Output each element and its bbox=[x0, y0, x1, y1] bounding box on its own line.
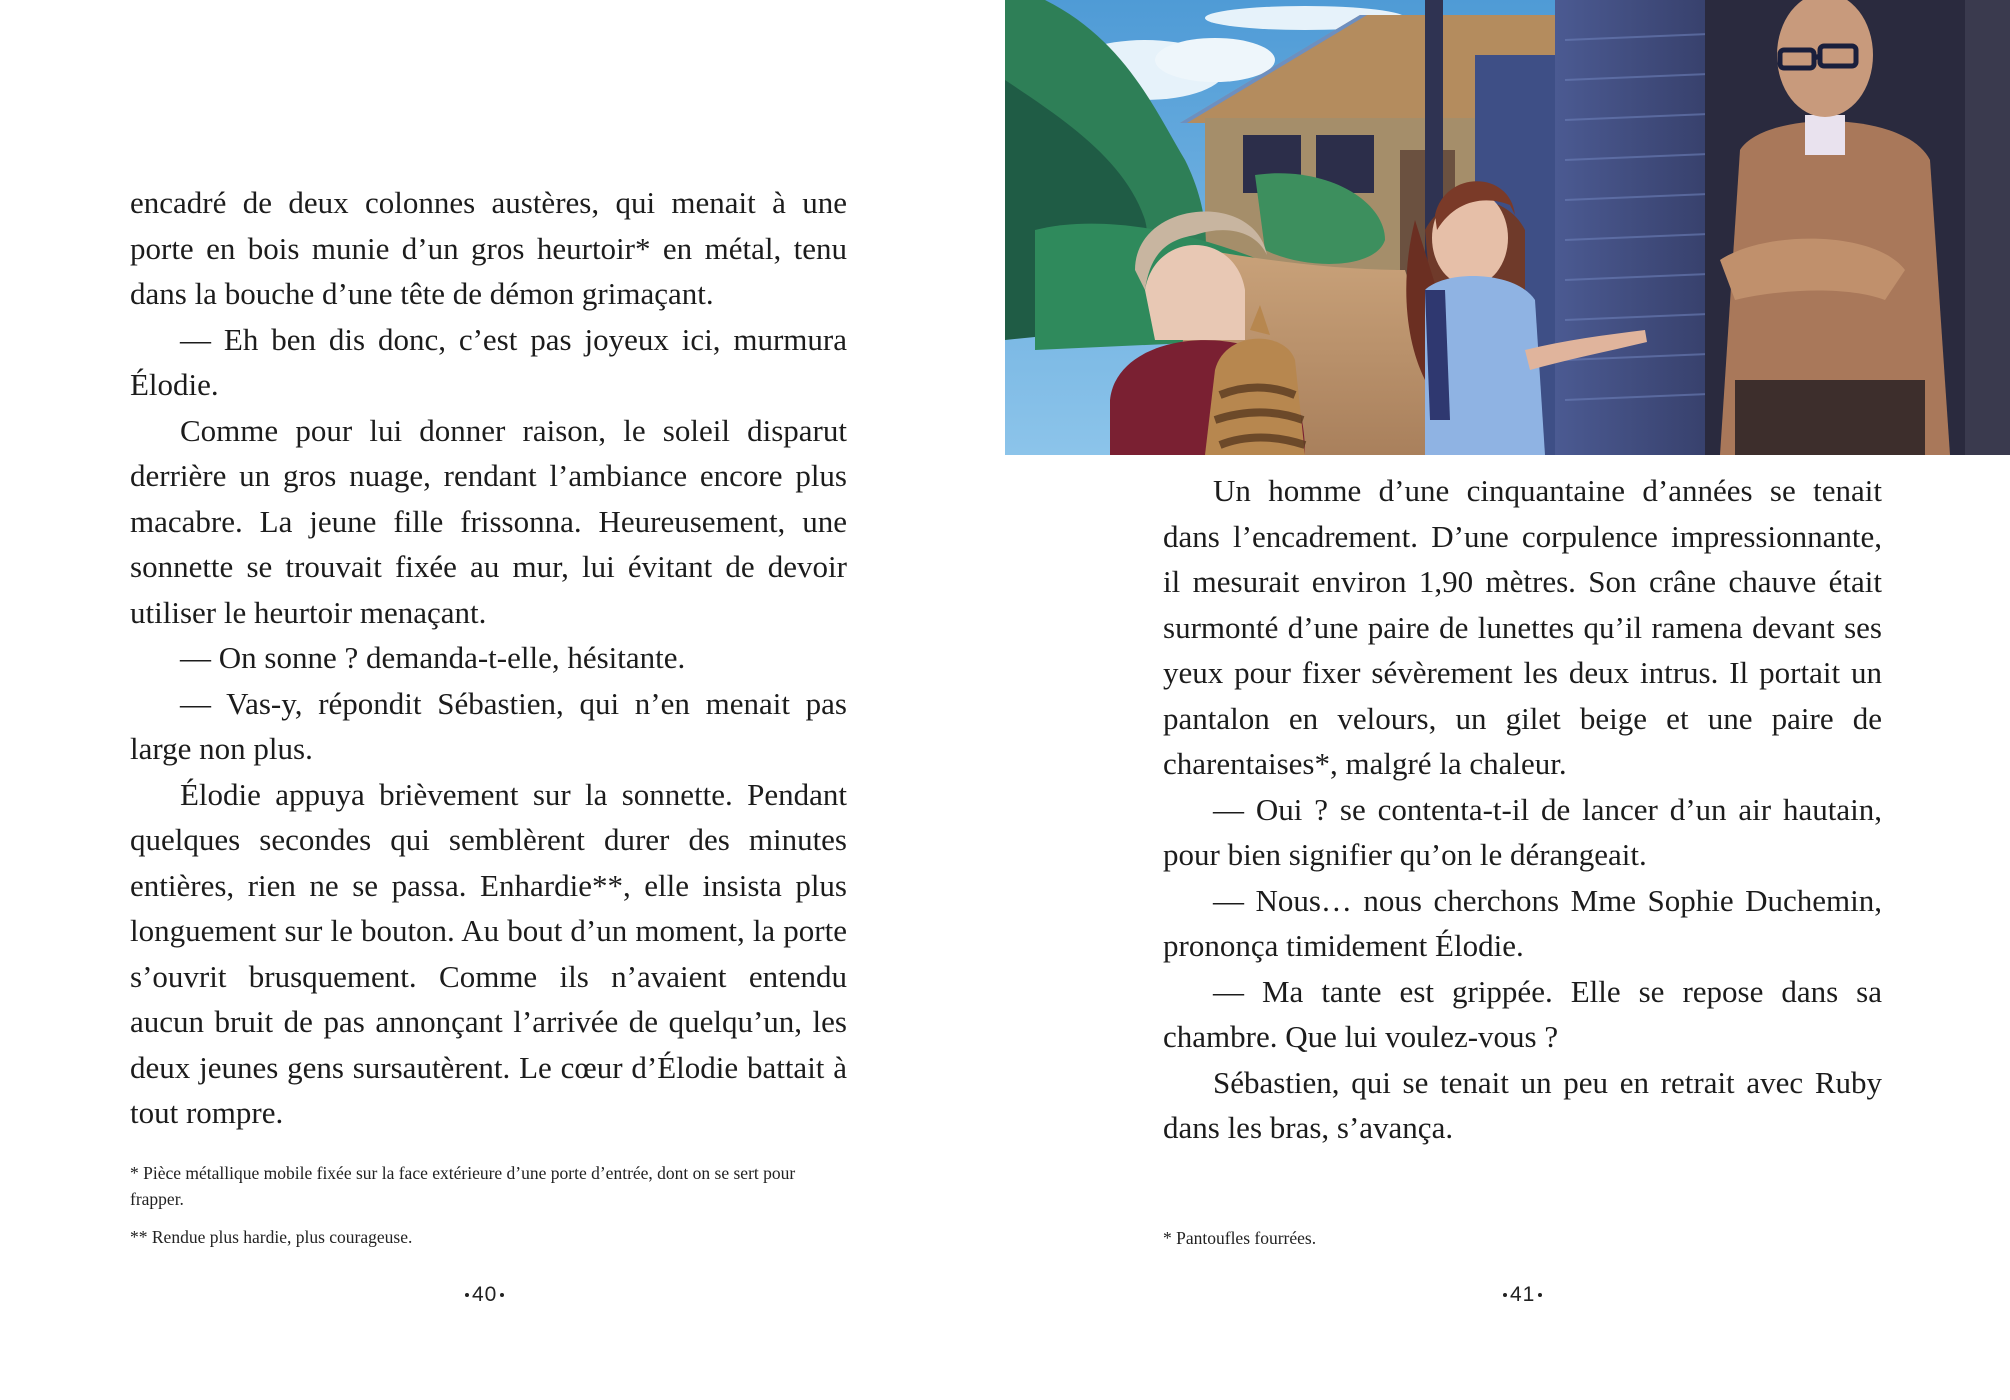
paragraph: Un homme d’une cinquantaine d’années se tenait dans l’encadrement. D’une corpulence impressionnante, il mesurait environ 1,90 mètres. Son crâne chauve était surmonté d’une paire de lunettes qu’il ramena devant ses yeux pour fixer sévèrement les deux intrus. Il portait un pantalon en velours, un gilet beige et une paire de charentaises*, malgré la chaleur. bbox=[1163, 473, 1882, 781]
footnote: ** Rendue plus hardie, plus courageuse. bbox=[130, 1227, 413, 1247]
paragraph: Comme pour lui donner raison, le soleil disparut derrière un gros nuage, rendant l’ambiance encore plus macabre. La jeune fille frissonna. Heureusement, une sonnette se trouvait fixée au mur, lui évitant de devoir utiliser le heurtoir menaçant. bbox=[130, 412, 847, 630]
paragraph: encadré de deux colonnes austères, qui menait à une porte en bois munie d’un gros heurtoir* en métal, tenu dans la bouche d’une tête de démon grimaçant. bbox=[130, 185, 847, 311]
left-page-footnotes bbox=[130, 1160, 830, 1262]
right-page-footnotes bbox=[1163, 1225, 1863, 1263]
bullet-icon bbox=[500, 1293, 504, 1297]
dialogue-paragraph: — Eh ben dis donc, c’est pas joyeux ici, murmura Élodie. bbox=[130, 321, 847, 402]
footnote: * Pantoufles fourrées. bbox=[1163, 1228, 1317, 1248]
right-page-body bbox=[1163, 468, 1882, 1151]
bullet-icon bbox=[465, 1293, 469, 1297]
paragraph: Élodie appuya brièvement sur la sonnette. Pendant quelques secondes qui semblèrent durer des minutes entières, rien ne se passa. Enhardie**, elle insista plus longuement sur le bouton. Au bout d’un moment, la porte s’ouvrit brusquement. Comme ils n’avaient entendu aucun bruit de pas annonçant l’arrivée de quelqu’un, les deux jeunes gens sursautèrent. Le cœur d’Élodie battait à tout rompre. bbox=[130, 776, 847, 1130]
bullet-icon bbox=[1538, 1293, 1542, 1297]
dialogue-paragraph: — Vas-y, répondit Sébastien, qui n’en menait pas large non plus. bbox=[130, 685, 847, 766]
page-number: 40 bbox=[462, 1283, 507, 1307]
left-page-body bbox=[130, 180, 847, 1136]
bullet-icon bbox=[1503, 1293, 1507, 1297]
dialogue-paragraph: — Nous… nous cherchons Mme Sophie Duchemin, prononça timidement Élodie. bbox=[1163, 882, 1882, 963]
paragraph: Sébastien, qui se tenait un peu en retrait avec Ruby dans les bras, s’avança. bbox=[1163, 1064, 1882, 1145]
illustration bbox=[1005, 0, 2010, 455]
page-number: 41 bbox=[1500, 1283, 1545, 1307]
dialogue-paragraph: — On sonne ? demanda-t-elle, hésitante. bbox=[180, 640, 686, 675]
dialogue-paragraph: — Oui ? se contenta-t-il de lancer d’un air hautain, pour bien signifier qu’on le dérangeait. bbox=[1163, 791, 1882, 872]
right-page bbox=[1005, 0, 2010, 1400]
footnote: * Pièce métallique mobile fixée sur la face extérieure d’une porte d’entrée, dont on se sert pour frapper. bbox=[130, 1163, 796, 1209]
dialogue-paragraph: — Ma tante est grippée. Elle se repose dans sa chambre. Que lui voulez-vous ? bbox=[1163, 973, 1882, 1054]
